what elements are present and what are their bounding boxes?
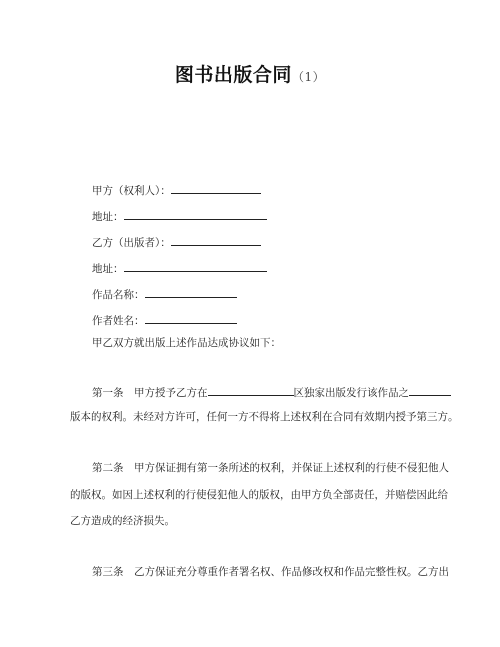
article-2-line-1: 第二条 甲方保证拥有第一条所述的权利，并保证上述权利的行使不侵犯他人 [92,462,449,474]
address-1-field [92,208,267,224]
region-blank [208,384,294,396]
page-title [0,60,500,87]
party-b-blank [171,234,261,246]
article-1-text-a: 第一条 甲方授予乙方在 [92,387,208,399]
address-2-blank [124,260,267,272]
party-a-blank [171,182,261,194]
address-2-field [92,260,267,276]
address-1-label: 地址： [92,211,124,223]
address-1-blank [124,208,267,220]
work-title-label: 作品名称： [92,289,145,301]
intro-text: 甲乙双方就出版上述作品达成协议如下： [92,337,281,349]
article-3-line-1: 第三条 乙方保证充分尊重作者署名权、作品修改权和作品完整性权。乙方出 [92,566,449,578]
author-name-blank [145,312,237,324]
edition-blank [409,384,451,396]
article-2-line-3: 乙方造成的经济损失。 [70,515,175,527]
work-title-field [92,286,237,302]
author-name-field [92,312,237,328]
party-a-field [92,182,261,198]
address-2-label: 地址： [92,263,124,275]
title-suffix: （1） [291,70,326,84]
article-1-text-b: 区独家出版发行该作品之 [293,387,409,399]
author-name-label: 作者姓名： [92,315,145,327]
party-a-label: 甲方（权利人）： [92,185,171,197]
article-1-line-2: 版本的权利。未经对方许可，任何一方不得将上述权利在合同有效期内授予第三方。 [70,411,459,423]
title-text: 图书出版合同 [174,64,292,86]
article-1-line-1 [92,384,451,400]
party-b-field [92,234,261,250]
party-b-label: 乙方（出版者）： [92,237,171,249]
work-title-blank [145,286,237,298]
article-2-line-2: 的版权。如因上述权利的行使侵犯他人的版权，由甲方负全部责任，并赔偿因此给 [70,489,448,501]
